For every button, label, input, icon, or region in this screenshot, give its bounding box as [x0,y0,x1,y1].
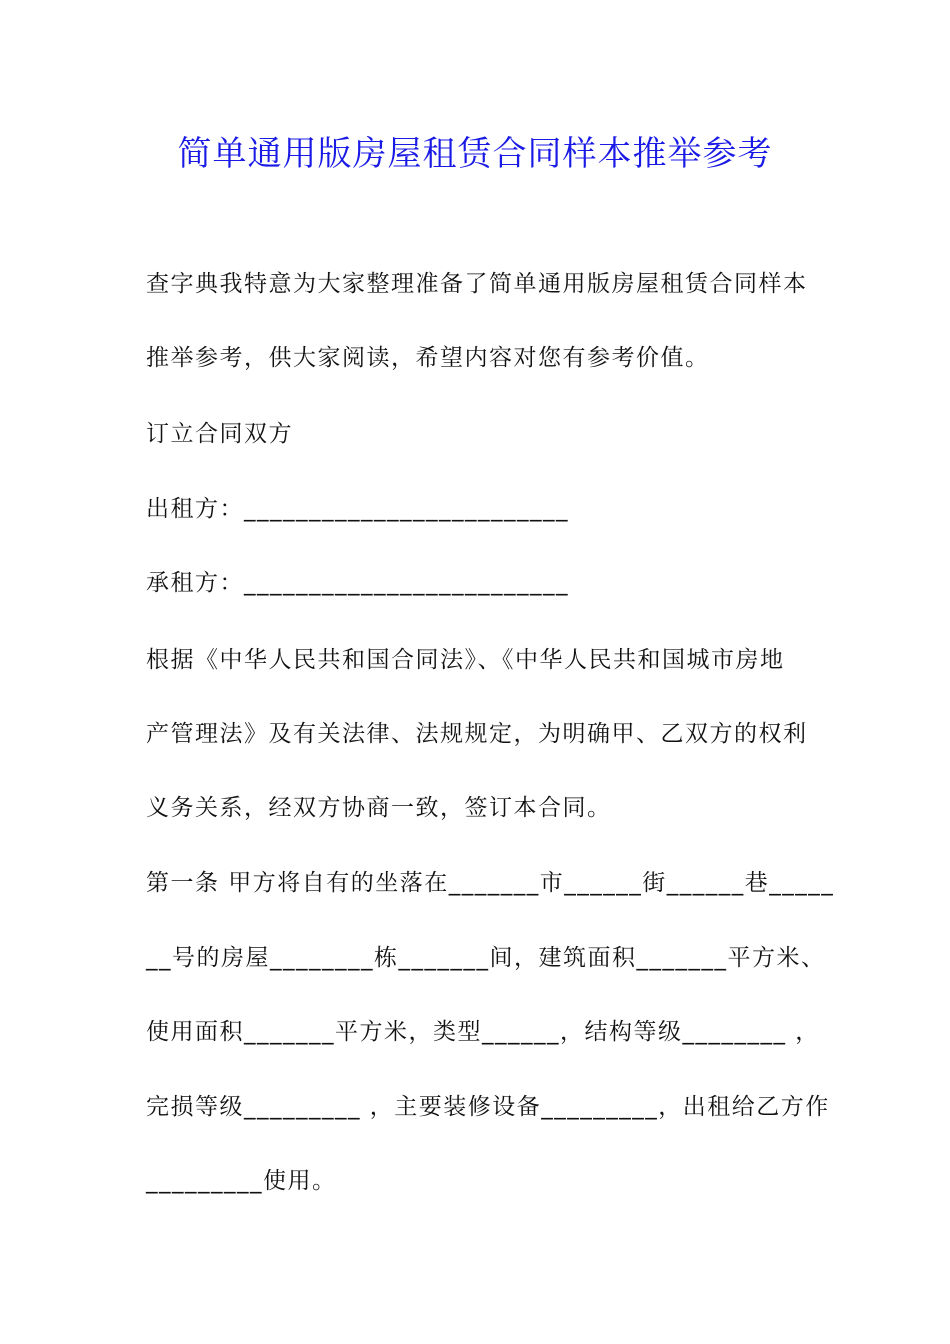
intro-line-1: 查字典我特意为大家整理准备了简单通用版房屋租赁合同样本 [146,271,808,297]
article-1-line-5: _________使用。 [146,1168,337,1194]
basis-line-2: 产管理法》及有关法律、法规规定，为明确甲、乙双方的权利 [146,721,808,747]
intro-line-2: 推举参考，供大家阅读，希望内容对您有参考价值。 [146,345,710,371]
parties-heading: 订立合同双方 [146,421,293,447]
document-title: 简单通用版房屋租赁合同样本推举参考 [177,134,773,174]
lessor-field: 出租方：_________________________ [146,496,569,522]
article-1-line-2: __号的房屋________栋_______间，建筑面积_______平方米、 [146,945,826,971]
article-1-line-3: 使用面积_______平方米，类型______，结构等级________ ， [146,1019,820,1045]
article-1-line-1: 第一条 甲方将自有的坐落在_______市______街______巷_____ [146,870,835,896]
article-1-line-4: 完损等级_________ ，主要装修设备_________，出租给乙方作 [146,1094,830,1120]
basis-line-3: 义务关系，经双方协商一致，签订本合同。 [146,795,612,821]
lessee-field: 承租方：_________________________ [146,570,569,596]
basis-line-1: 根据《中华人民共和国合同法》、《中华人民共和国城市房地 [146,647,785,673]
